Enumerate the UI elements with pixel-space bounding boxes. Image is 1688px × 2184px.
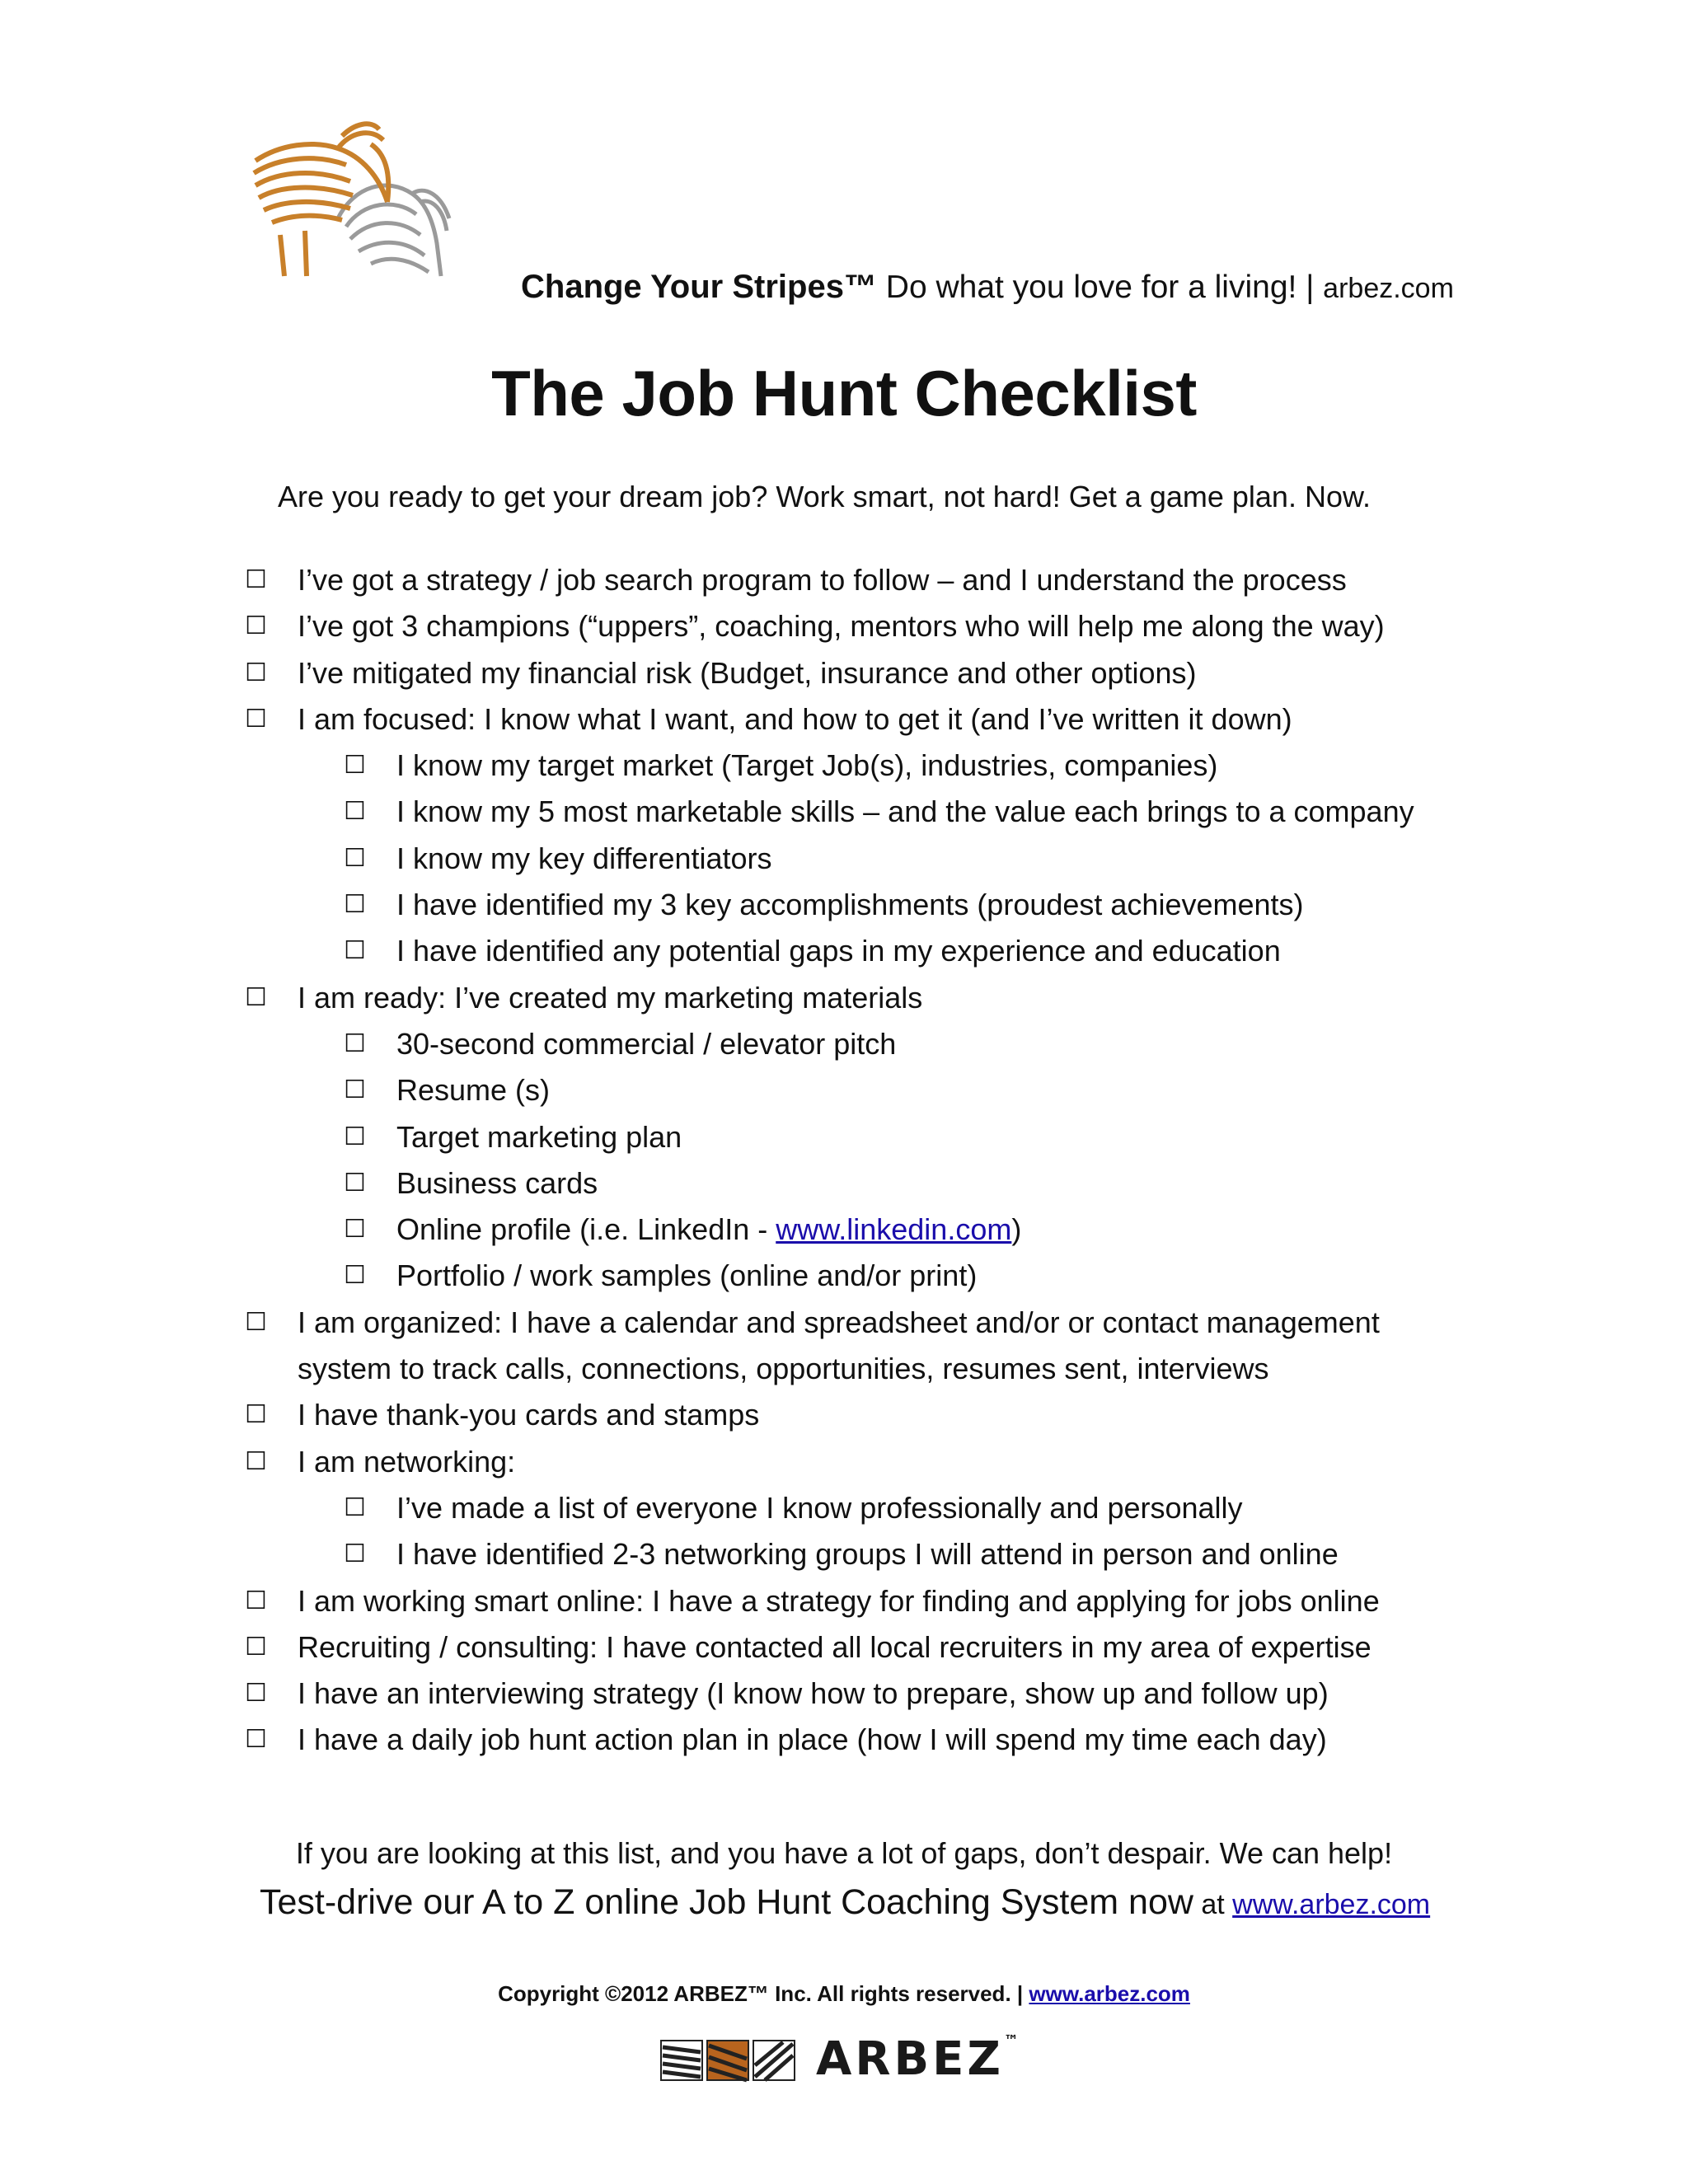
item-label: I have a daily job hunt action plan in place (how I will spend my time each day)	[298, 1722, 1327, 1757]
intro-text: Are you ready to get your dream job? Work smart, not hard! Get a game plan. Now.	[278, 480, 1371, 513]
checkbox-icon[interactable]: ☐	[344, 843, 366, 873]
checklist-item[interactable]	[245, 975, 1448, 1021]
checkbox-icon[interactable]: ☐	[245, 658, 267, 687]
item-label: I’ve mitigated my financial risk (Budget, insurance and other options)	[298, 655, 1197, 690]
checkbox-icon[interactable]: ☐	[344, 1493, 366, 1522]
header-tagline	[521, 269, 1454, 306]
item-label: I have an interviewing strategy (I know how to prepare, show up and follow up)	[298, 1676, 1329, 1711]
item-label: I’ve made a list of everyone I know professionally and personally	[396, 1490, 1243, 1525]
checkbox-icon[interactable]: ☐	[245, 1725, 267, 1755]
item-label: I am ready: I’ve created my marketing materials	[298, 980, 923, 1015]
item-label: I know my key differentiators	[396, 841, 772, 875]
checklist-item[interactable]	[245, 1578, 1448, 1624]
checkbox-icon[interactable]: ☐	[344, 797, 366, 827]
checkbox-icon[interactable]: ☐	[245, 1307, 267, 1337]
item-label: I have identified any potential gaps in my experience and education	[396, 934, 1281, 968]
checkbox-icon[interactable]: ☐	[245, 1400, 267, 1430]
tagline-text: Do what you love for a living! |	[876, 269, 1324, 305]
brand-name: Change Your Stripes™	[521, 269, 877, 305]
checklist-item[interactable]	[245, 1300, 1468, 1393]
item-label: I have thank-you cards and stamps	[298, 1398, 760, 1432]
checklist-item[interactable]	[245, 696, 1448, 743]
cta-at-text: at	[1193, 1889, 1233, 1920]
copyright-text: Copyright ©2012 ARBEZ™ Inc. All rights reserved. |	[498, 1981, 1029, 2006]
item-label: I’ve got a strategy / job search program to follow – and I understand the process	[298, 563, 1347, 597]
item-label: Resume (s)	[396, 1073, 551, 1108]
page-title: The Job Hunt Checklist	[491, 357, 1197, 429]
arbez-wordmark	[816, 2032, 1019, 2086]
checkbox-icon[interactable]: ☐	[344, 751, 366, 780]
call-to-action	[260, 1882, 1430, 1923]
checklist-item[interactable]	[245, 1671, 1448, 1717]
closing-message: If you are looking at this list, and you have a lot of gaps, don’t despair. We can help!	[295, 1836, 1393, 1870]
item-label: I am working smart online: I have a strategy for finding and applying for jobs online	[298, 1583, 1380, 1618]
checklist-subitem[interactable]	[344, 1253, 1448, 1299]
checklist-subitem[interactable]	[344, 789, 1448, 835]
checkbox-icon[interactable]: ☐	[245, 704, 267, 733]
checklist-subitem[interactable]	[344, 928, 1448, 974]
linkedin-link[interactable]: www.linkedin.com	[776, 1212, 1012, 1247]
checkbox-icon[interactable]: ☐	[245, 1446, 267, 1476]
arbez-tm: ™	[1004, 2032, 1020, 2050]
item-label: I have identified 2-3 networking groups I will attend in person and online	[396, 1537, 1339, 1572]
cta-text: Test-drive our A to Z online Job Hunt Coaching System now	[260, 1882, 1193, 1922]
checklist-item[interactable]	[245, 1717, 1448, 1763]
site-text: arbez.com	[1323, 273, 1454, 304]
checklist-subitem[interactable]	[344, 1067, 1448, 1113]
checkbox-icon[interactable]: ☐	[245, 565, 267, 594]
checkbox-icon[interactable]: ☐	[344, 1076, 366, 1105]
checklist-item[interactable]	[245, 650, 1448, 696]
checklist-item[interactable]	[245, 1439, 1448, 1485]
checkbox-icon[interactable]: ☐	[344, 1540, 366, 1569]
checklist-item[interactable]	[245, 557, 1448, 603]
checklist-item[interactable]	[245, 1392, 1448, 1438]
item-label: I know my target market (Target Job(s), industries, companies)	[396, 748, 1218, 783]
checklist-subitem[interactable]	[344, 1021, 1448, 1067]
checklist-item[interactable]	[245, 1624, 1448, 1671]
item-label: I am focused: I know what I want, and how to get it (and I’ve written it down)	[298, 701, 1292, 736]
checklist-item[interactable]	[245, 603, 1448, 649]
checkbox-icon[interactable]: ☐	[245, 612, 267, 641]
checklist-subitem[interactable]	[344, 743, 1448, 789]
arbez-word: ARBEZ	[816, 2032, 1005, 2086]
item-label: 30-second commercial / elevator pitch	[396, 1026, 897, 1061]
checkbox-icon[interactable]: ☐	[344, 1215, 366, 1244]
item-label: Portfolio / work samples (online and/or print)	[396, 1258, 978, 1293]
item-label: Business cards	[396, 1165, 598, 1200]
item-label: I know my 5 most marketable skills – and the value each brings to a company	[396, 794, 1414, 829]
checklist-subitem[interactable]	[344, 1485, 1448, 1531]
checklist-subitem[interactable]	[344, 1160, 1448, 1207]
checkbox-icon[interactable]: ☐	[245, 982, 267, 1012]
item-label: Online profile (i.e. LinkedIn -	[396, 1212, 776, 1247]
zebra-logo-icon	[247, 120, 478, 284]
arbez-link[interactable]: www.arbez.com	[1232, 1889, 1431, 1920]
item-label: I’ve got 3 champions (“uppers”, coaching, mentors who will help me along the way)	[298, 609, 1385, 644]
item-label-suffix: )	[1011, 1212, 1022, 1247]
checkbox-icon[interactable]: ☐	[245, 1632, 267, 1661]
checkbox-icon[interactable]: ☐	[344, 1122, 366, 1151]
checklist-subitem[interactable]	[344, 882, 1448, 928]
checkbox-icon[interactable]: ☐	[344, 1168, 366, 1197]
item-label: I am organized: I have a calendar and spreadsheet and/or or contact management system to track calls, connections, opportunities, resumes sent, interviews	[298, 1305, 1380, 1386]
checklist-subitem[interactable]	[344, 836, 1448, 882]
item-label: I am networking:	[298, 1444, 516, 1479]
item-label: Target marketing plan	[396, 1119, 682, 1154]
item-label: Recruiting / consulting: I have contacted all local recruiters in my area of expertise	[298, 1629, 1372, 1664]
checklist-subitem[interactable]	[344, 1114, 1448, 1160]
checklist-subitem[interactable]	[344, 1207, 1448, 1253]
checklist	[245, 557, 1448, 1764]
item-label: I have identified my 3 key accomplishments (proudest achievements)	[396, 888, 1304, 922]
copyright-notice	[0, 1981, 1688, 2007]
checkbox-icon[interactable]: ☐	[344, 890, 366, 920]
checkbox-icon[interactable]: ☐	[245, 1586, 267, 1615]
checkbox-icon[interactable]: ☐	[344, 936, 366, 966]
checkbox-icon[interactable]: ☐	[344, 1029, 366, 1058]
checkbox-icon[interactable]: ☐	[344, 1261, 366, 1291]
copyright-arbez-link[interactable]: www.arbez.com	[1029, 1981, 1190, 2006]
checklist-subitem[interactable]	[344, 1531, 1448, 1577]
checkbox-icon[interactable]: ☐	[245, 1679, 267, 1708]
